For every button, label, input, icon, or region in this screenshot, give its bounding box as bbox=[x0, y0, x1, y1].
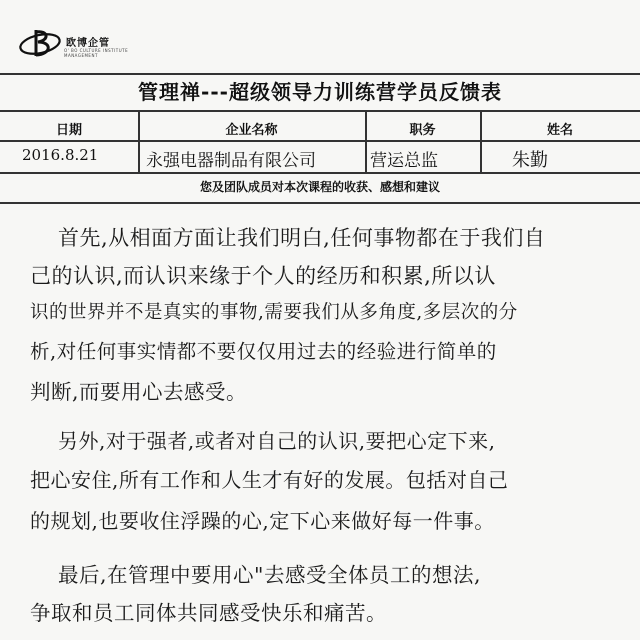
feedback-line: 的规划,也要收住浮躁的心,定下心来做好每一件事。 bbox=[30, 509, 495, 533]
value-position: 营运总监 bbox=[370, 151, 438, 171]
feedback-line: 把心安住,所有工作和人生才有好的发展。包括对自己 bbox=[30, 468, 509, 492]
logo-mark-icon bbox=[18, 24, 68, 62]
feedback-line: 识的世界并不是真实的事物,需要我们从多角度,多层次的分 bbox=[30, 302, 518, 323]
feedback-line: 己的认识,而认识来缘于个人的经历和积累,所以认 bbox=[30, 264, 496, 288]
section-label: 您及团队成员对本次课程的收获、感想和建议 bbox=[199, 180, 440, 194]
table-divider-values bbox=[0, 172, 640, 174]
header-name: 姓名 bbox=[546, 123, 573, 138]
header-company: 企业名称 bbox=[225, 123, 278, 138]
feedback-line: 另外,对于强者,或者对自己的认识,要把心定下来, bbox=[58, 429, 496, 453]
form-title: 管理禅---超级领导力训练营学员反馈表 bbox=[138, 80, 502, 104]
feedback-line: 争取和员工同体共同感受快乐和痛苦。 bbox=[30, 601, 387, 625]
feedback-line: 析,对任何事实情都不要仅仅用过去的经验进行简单的 bbox=[30, 340, 497, 363]
value-name: 朱勤 bbox=[512, 150, 548, 171]
header-date: 日期 bbox=[55, 123, 82, 138]
table-divider-title bbox=[0, 110, 640, 112]
logo-tagline: O' BO CULTURE INSTITUTE MANAGEMENT bbox=[64, 48, 129, 58]
feedback-line: 首先,从相面方面让我们明白,任何事物都在于我们自 bbox=[58, 226, 546, 250]
feedback-line: 判断,而要用心去感受。 bbox=[30, 380, 248, 404]
table-border-top bbox=[0, 73, 640, 75]
value-date: 2016.8.21 bbox=[22, 146, 99, 164]
logo-name: 欧博企管 bbox=[66, 38, 110, 49]
value-company: 永强电器制品有限公司 bbox=[146, 151, 316, 171]
header-position: 职务 bbox=[409, 123, 436, 138]
feedback-line: 最后,在管理中要用心"去感受全体员工的想法, bbox=[58, 563, 481, 587]
table-divider-section bbox=[0, 202, 640, 204]
company-logo bbox=[18, 24, 148, 64]
table-divider-header bbox=[0, 140, 640, 142]
